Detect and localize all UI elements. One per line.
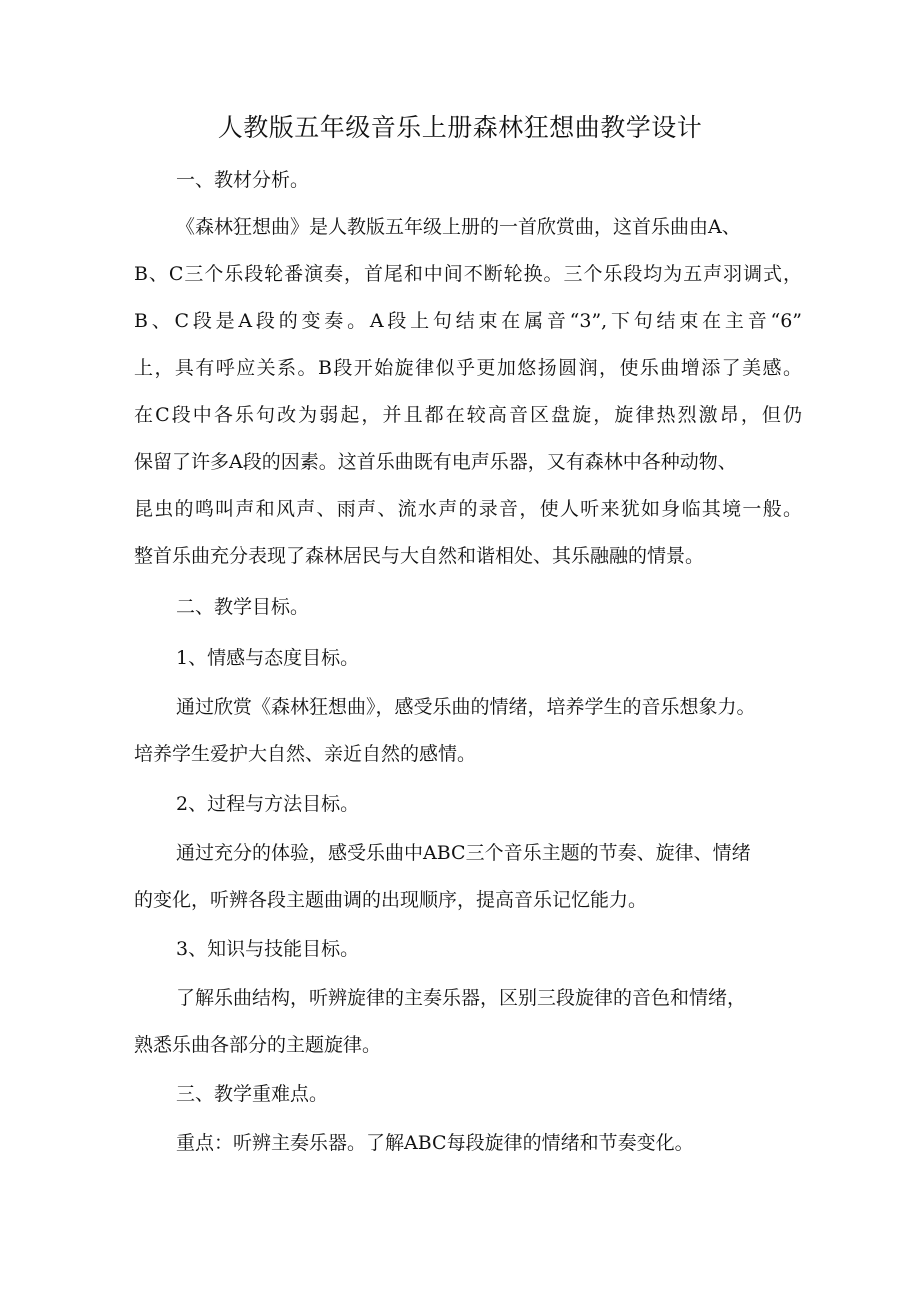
paragraph-line: 重点：听辨主奏乐器。了解ABC每段旋律的情绪和节奏变化。	[176, 1132, 694, 1154]
paragraph-line: 整首乐曲充分表现了森林居民与大自然和谐相处、其乐融融的情景。	[134, 545, 705, 567]
section-heading-1: 一、教材分析。	[176, 169, 310, 191]
paragraph-line: B、C三个乐段轮番演奏，首尾和中间不断轮换。三个乐段均为五声羽调式，	[134, 263, 802, 285]
subsection-heading: 1、情感与态度目标。	[176, 647, 360, 669]
section-heading-3: 三、教学重难点。	[176, 1083, 329, 1105]
paragraph-line: 通过欣赏《森林狂想曲》，感受乐曲的情绪，培养学生的音乐想象力。	[176, 696, 756, 718]
paragraph-line: 了解乐曲结构，听辨旋律的主奏乐器，区别三段旋律的音色和情绪，	[176, 987, 747, 1009]
paragraph-line: 培养学生爱护大自然、亲近自然的感情。	[134, 743, 477, 765]
paragraph-line: 熟悉乐曲各部分的主题旋律。	[134, 1034, 382, 1056]
paragraph-line: 昆虫的鸣叫声和风声、雨声、流水声的录音，使人听来犹如身临其境一般。	[134, 498, 802, 520]
paragraph-line: 保留了许多A段的因素。这首乐曲既有电声乐器，又有森林中各种动物、	[134, 451, 737, 473]
paragraph-line: B、C段是A段的变奏。A段上句结束在属音“3”,下句结束在主音“6”	[134, 310, 802, 332]
paragraph-line: 上，具有呼应关系。B段开始旋律似乎更加悠扬圆润，使乐曲增添了美感。	[134, 357, 802, 379]
paragraph-line: 通过充分的体验，感受乐曲中ABC三个音乐主题的节奏、旋律、情绪	[176, 842, 751, 864]
paragraph-line: 的变化，听辨各段主题曲调的出现顺序，提高音乐记忆能力。	[134, 889, 648, 911]
paragraph-line: 《森林狂想曲》是人教版五年级上册的一首欣赏曲，这首乐曲由A、	[176, 216, 741, 238]
subsection-heading: 3、知识与技能目标。	[176, 938, 360, 960]
section-heading-2: 二、教学目标。	[176, 596, 310, 618]
document-title: 人教版五年级音乐上册森林狂想曲教学设计	[217, 113, 703, 142]
subsection-heading: 2、过程与方法目标。	[176, 793, 360, 815]
paragraph-line: 在C段中各乐句改为弱起，并且都在较高音区盘旋，旋律热烈激昂，但仍	[134, 404, 802, 426]
